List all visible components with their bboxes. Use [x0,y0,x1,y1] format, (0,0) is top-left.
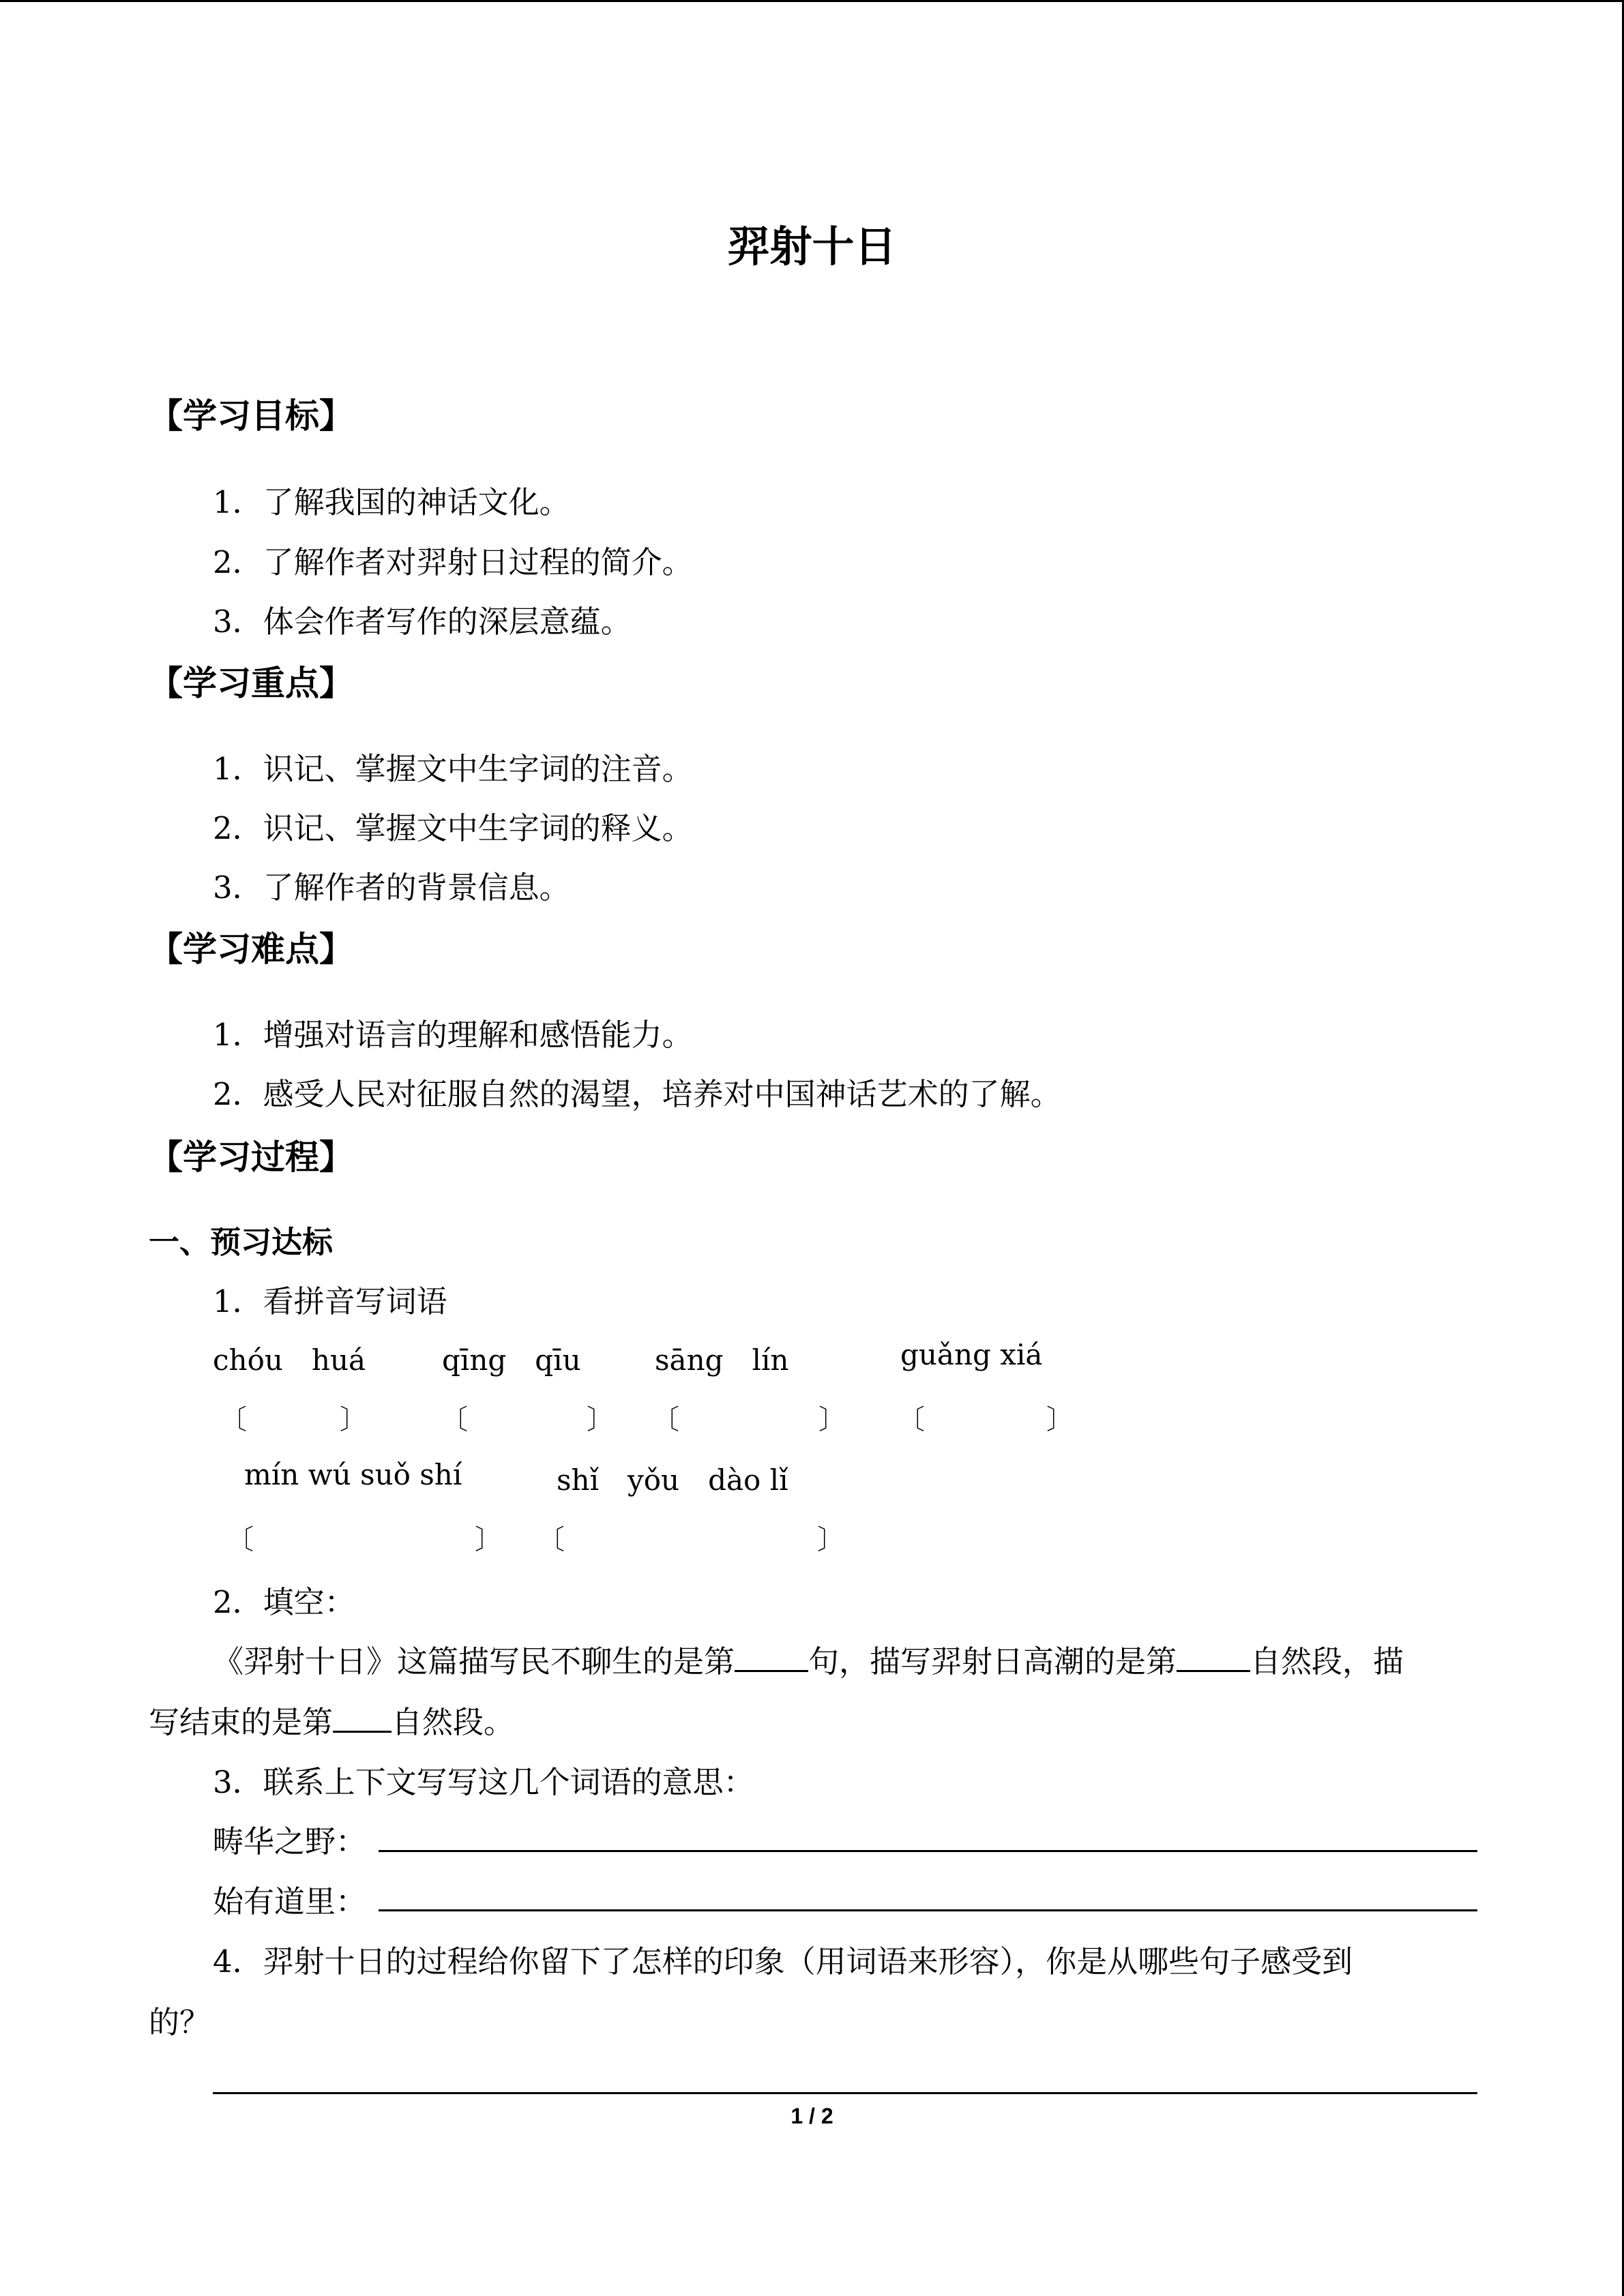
answer-bracket-close: 〕 [818,1404,846,1435]
q3-word1: 畴华之野： [213,1823,367,1860]
q2-text: 自然段。 [392,1704,515,1740]
section-heading-goals: 【学习目标】 [149,396,353,436]
answer-bracket-close: 〕 [475,1524,502,1555]
q3-word2: 始有道里： [213,1883,367,1920]
answer-bracket-close: 〕 [817,1524,844,1555]
goal-item: 2．了解作者对羿射日过程的简介。 [213,544,693,580]
goal-item: 3．体会作者写作的深层意蕴。 [213,603,632,640]
answer-line[interactable] [379,1850,1477,1852]
q2-text: 自然段，描 [1250,1643,1404,1680]
answer-bracket-close: 〕 [587,1404,614,1435]
sub-heading-preview: 一、预习达标 [149,1224,334,1260]
fill-blank[interactable] [735,1643,808,1672]
answer-bracket-open: 〔 [441,1404,468,1435]
answer-line[interactable] [379,1909,1477,1911]
goal-item: 1．了解我国的神话文化。 [213,484,570,520]
q2-label: 2．填空： [213,1584,355,1620]
pinyin-6: shǐ yǒu dào lǐ [557,1463,788,1497]
key-point-item: 1．识记、掌握文中生字词的注音。 [213,751,693,787]
key-point-item: 3．了解作者的背景信息。 [213,869,570,906]
answer-bracket-open: 〔 [537,1524,565,1555]
q1-label: 1．看拼音写词语 [213,1283,447,1320]
difficulty-item: 2．感受人民对征服自然的渴望，培养对中国神话艺术的了解。 [213,1076,1061,1112]
pinyin-4: guǎng xiá [900,1338,1043,1371]
answer-bracket-open: 〔 [226,1524,254,1555]
pinyin-2: qīng qīu [442,1343,581,1377]
q2-text: 句，描写羿射日高潮的是第 [808,1643,1177,1680]
q4-line2: 的？ [149,2004,211,2040]
q2-line2 [149,1697,514,1742]
q2-text: 写结束的是第 [149,1704,334,1740]
answer-bracket-open: 〔 [652,1404,679,1435]
fill-blank[interactable] [1177,1643,1250,1672]
answer-bracket-open: 〔 [220,1404,247,1435]
pinyin-5: mín wú suǒ shí [244,1458,462,1491]
footer-rule [213,2092,1477,2094]
pinyin-1: chóu huá [213,1343,366,1377]
answer-bracket-close: 〕 [1046,1404,1074,1435]
q2-text: 《羿射十日》这篇描写民不聊生的是第 [213,1643,735,1680]
section-heading-difficulties: 【学习难点】 [149,929,353,969]
q4-line1: 4．羿射十日的过程给你留下了怎样的印象（用词语来形容），你是从哪些句子感受到 [213,1943,1353,1980]
page-title: 羿射十日 [727,222,897,271]
q3-label: 3．联系上下文写写这几个词语的意思： [213,1764,754,1800]
pinyin-3: sāng lín [655,1343,789,1377]
section-heading-key-points: 【学习重点】 [149,663,353,703]
answer-bracket-close: 〕 [340,1404,367,1435]
q2-line1 [213,1637,1404,1681]
section-heading-process: 【学习过程】 [149,1137,353,1177]
difficulty-item: 1．增强对语言的理解和感悟能力。 [213,1017,693,1053]
page-number: 1 / 2 [791,2104,833,2128]
key-point-item: 2．识记、掌握文中生字词的释义。 [213,810,693,846]
answer-bracket-open: 〔 [898,1404,925,1435]
fill-blank[interactable] [333,1703,392,1733]
